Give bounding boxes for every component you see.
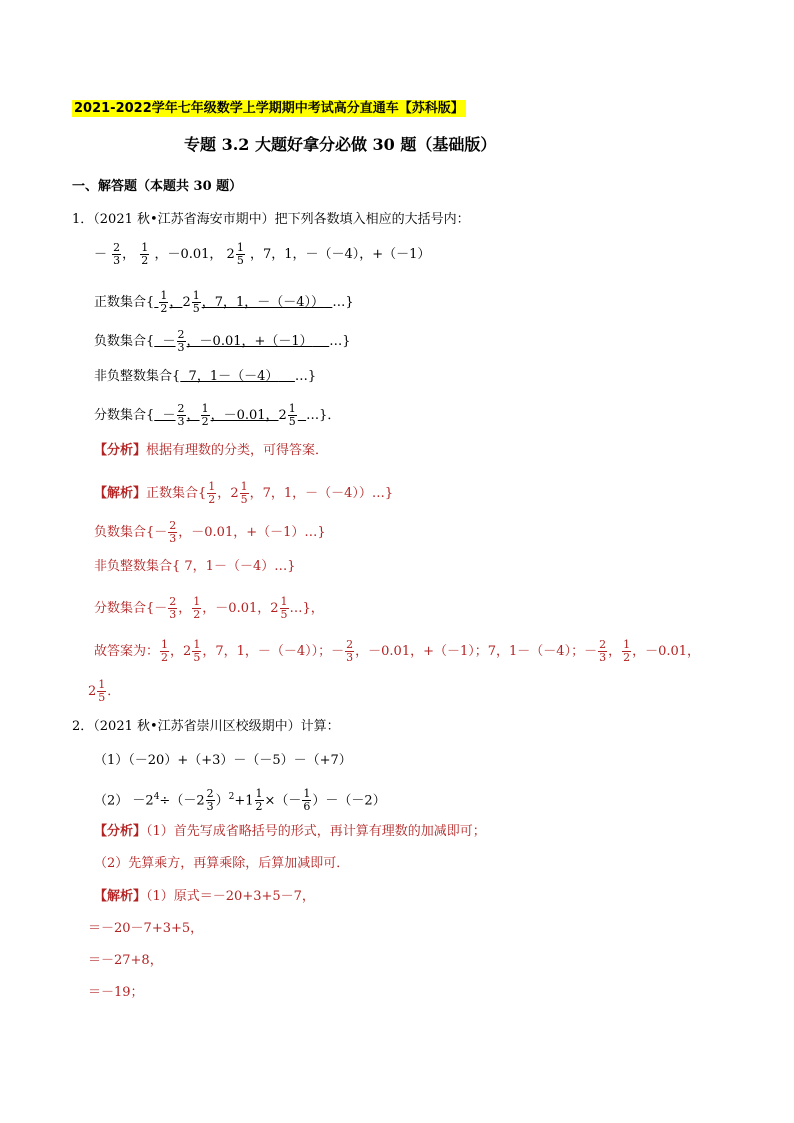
q2-part1: （1）（－20）+（+3）－（－5）－（+7）	[94, 753, 352, 768]
q1-analysis: 【分析】根据有理数的分类，可得答案．	[94, 443, 329, 458]
q2-stem: 2．（2021 秋•江苏省崇川区校级期中）计算：	[72, 719, 340, 734]
q1-answer: 故答案为： $\frac{1}{2}$ ， 2 $\frac{1}{5}$ ，7，1，－（－4））；－ $\frac{2}{3}$ ，－0.01，+（－1）；7，1－（－4）；－ $\frac{2}{3}$ ， $\frac{1}{2}$ ，－0.01，	[94, 638, 701, 664]
solution-tag: 【解析】	[94, 889, 147, 904]
answer-blank: $\frac{1}{2}$ ， 2 $\frac{1}{5}$ ，7，1，－（－4））	[160, 289, 325, 315]
page-title: 专题 3.2 大题好拿分必做 30 题（基础版）	[184, 135, 497, 154]
q1-fraction-set: 分数集合{ － $\frac{2}{3}$ ， $\frac{1}{2}$ ，－0.01， 2 $\frac{1}{5}$ …}．	[94, 402, 341, 428]
q1-numbers: － $\frac{2}{3}$ ， $\frac{1}{2}$ ，－0.01， 2 $\frac{1}{5}$ ，7，1，－（－4），+（－1）	[94, 241, 431, 267]
q2-solution-4: ＝－19；	[88, 985, 144, 1000]
q2-analysis-2: （2）先算乘方，再算乘除，后算加减即可．	[94, 856, 350, 871]
section-heading: 一、解答题（本题共 30 题）	[72, 179, 243, 194]
q2-solution-2: ＝－20－7+3+5，	[88, 921, 204, 936]
fraction: $\frac{1}{2}$	[141, 241, 149, 267]
q2-part2: $(2) -2^4\div(-2$ $\frac{2}{3}$ ）$^2$+1 $\frac{1}{2}$ ×（－ $\frac{1}{6}$ ）－（－2）	[94, 787, 386, 814]
answer-blank: － $\frac{2}{3}$ ，－0.01，+（－1）	[154, 328, 313, 354]
answer-blank: 7，1－（－4）	[188, 369, 279, 384]
q1-nonneg-int-set: 非负整数集合{ 7，1－（－4） …}	[94, 369, 317, 384]
header-banner	[72, 100, 466, 118]
header-highlight: 2021-2022学年七年级数学上学期期中考试高分直通车【苏科版】	[74, 101, 464, 116]
q1-solution-positive: 【解析】正数集合{ $\frac{1}{2}$ ， 2 $\frac{1}{5}$ ，7，1，－（－4））…}	[94, 480, 394, 506]
solution-tag: 【解析】	[94, 486, 147, 501]
answer-blank: － $\frac{2}{3}$ ， $\frac{1}{2}$ ，－0.01， 2 $\frac{1}{5}$	[154, 402, 296, 428]
analysis-tag: 【分析】	[94, 443, 147, 458]
q2-solution-1: 【解析】（1）原式＝－20+3+5－7，	[94, 889, 315, 904]
mixed-number: 2 $\frac{1}{5}$	[226, 241, 244, 267]
q2-solution-3: ＝－27+8，	[88, 953, 163, 968]
analysis-tag: 【分析】	[94, 824, 147, 839]
q1-answer-cont: 2 $\frac{1}{5}$ ．	[88, 678, 121, 704]
q1-solution-nonneg: 非负整数集合{ 7，1－（－4）…}	[94, 559, 296, 574]
q1-negative-set: 负数集合{ － $\frac{2}{3}$ ，－0.01，+（－1） …}	[94, 328, 351, 354]
q2-analysis-1: 【分析】（1）首先写成省略括号的形式，再计算有理数的加减即可；	[94, 824, 486, 839]
q1-stem: 1．（2021 秋•江苏省海安市期中）把下列各数填入相应的大括号内：	[72, 212, 470, 227]
q1-solution-fraction: 分数集合{－ $\frac{2}{3}$ ， $\frac{1}{2}$ ，－0.01， 2 $\frac{1}{5}$ …}，	[94, 595, 324, 621]
fraction: $\frac{2}{3}$	[113, 241, 121, 267]
q1-positive-set: 正数集合{ $\frac{1}{2}$ ， 2 $\frac{1}{5}$ ，7，1，－（－4）） …}	[94, 289, 354, 315]
q1-solution-negative: 负数集合{－ $\frac{2}{3}$ ，－0.01，+（－1）…}	[94, 519, 326, 545]
